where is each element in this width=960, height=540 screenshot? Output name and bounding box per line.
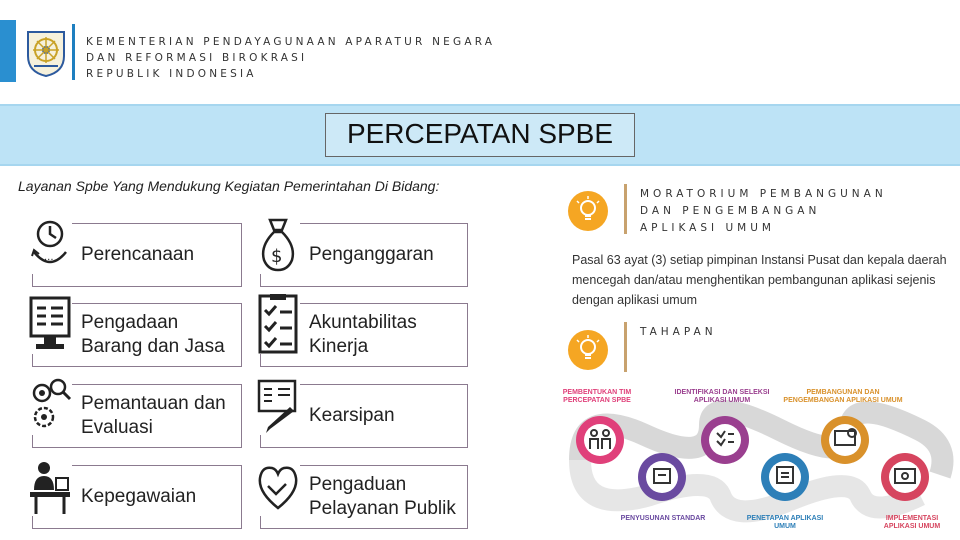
svg-text:...: ... (44, 252, 54, 263)
ministry-line-3: REPUBLIK INDONESIA (86, 68, 257, 80)
ministry-line-1: KEMENTERIAN PENDAYAGUNAAN APARATUR NEGARA (86, 36, 496, 48)
card-label: Kepegawaian (81, 486, 197, 507)
lightbulb-icon (568, 191, 608, 231)
step-label-2: PENYUSUNAN STANDAR (620, 515, 706, 522)
step-label-5: PEMBANGUNAN DAN PENGEMBANGAN APLIKASI UMUM (783, 389, 903, 404)
computer-form-icon (28, 294, 72, 354)
ministry-logo (24, 26, 68, 78)
gears-magnifier-icon (28, 375, 72, 435)
step-label-3: IDENTIFIKASI DAN SELEKSI APLIKASI UMUM (674, 389, 770, 404)
card-label: Akuntabilitas Kinerja (309, 312, 417, 357)
section-subtitle: Layanan Spbe Yang Mendukung Kegiatan Pemerintahan Di Bidang: (18, 178, 440, 194)
header-divider (72, 24, 75, 80)
header-accent-bar (0, 20, 16, 82)
moratorium-divider (624, 184, 627, 234)
card-label: Perencanaan (81, 244, 195, 265)
card-label: Kearsipan (309, 405, 395, 426)
moratorium-line-2: DAN PENGEMBANGAN (640, 205, 821, 217)
heart-hand-icon (256, 456, 300, 516)
svg-text:$: $ (271, 246, 283, 267)
page-title: PERCEPATAN SPBE (325, 113, 635, 157)
checklist-icon (256, 294, 300, 354)
moratorium-line-1: MORATORIUM PEMBANGUNAN (640, 188, 887, 200)
ministry-name (86, 34, 495, 82)
step-label-4: PENETAPAN APLIKASI UMUM (746, 515, 824, 530)
lightbulb-icon (568, 330, 608, 370)
clock-cycle-icon (28, 214, 72, 274)
card-label: Pemantauan dan Evaluasi (81, 393, 226, 438)
card-label: Penganggaran (309, 244, 434, 265)
tahapan-diagram (560, 385, 955, 535)
ministry-line-2: DAN REFORMASI BIROKRASI (86, 52, 308, 64)
tahapan-heading: TAHAPAN (640, 326, 717, 338)
card-label: Pengadaan Barang dan Jasa (81, 312, 225, 357)
money-bag-icon (256, 214, 300, 274)
pasal-text: Pasal 63 ayat (3) setiap pimpinan Instansi Pusat dan kepala daerah mencegah dan/atau menghentikan pembangunan aplikasi sejenis dengan aplikasi umum (572, 253, 947, 307)
step-label-6: IMPLEMENTASI APLIKASI UMUM (883, 515, 941, 530)
tahapan-divider (624, 322, 627, 372)
moratorium-line-3: APLIKASI UMUM (640, 222, 775, 234)
moratorium-heading (640, 186, 887, 237)
document-pen-icon (256, 375, 300, 435)
card-label: Pengaduan Pelayanan Publik (309, 474, 456, 519)
employee-desk-icon (28, 456, 72, 516)
step-label-1: PEMBENTUKAN TIM PERCEPATAN SPBE (562, 389, 632, 404)
